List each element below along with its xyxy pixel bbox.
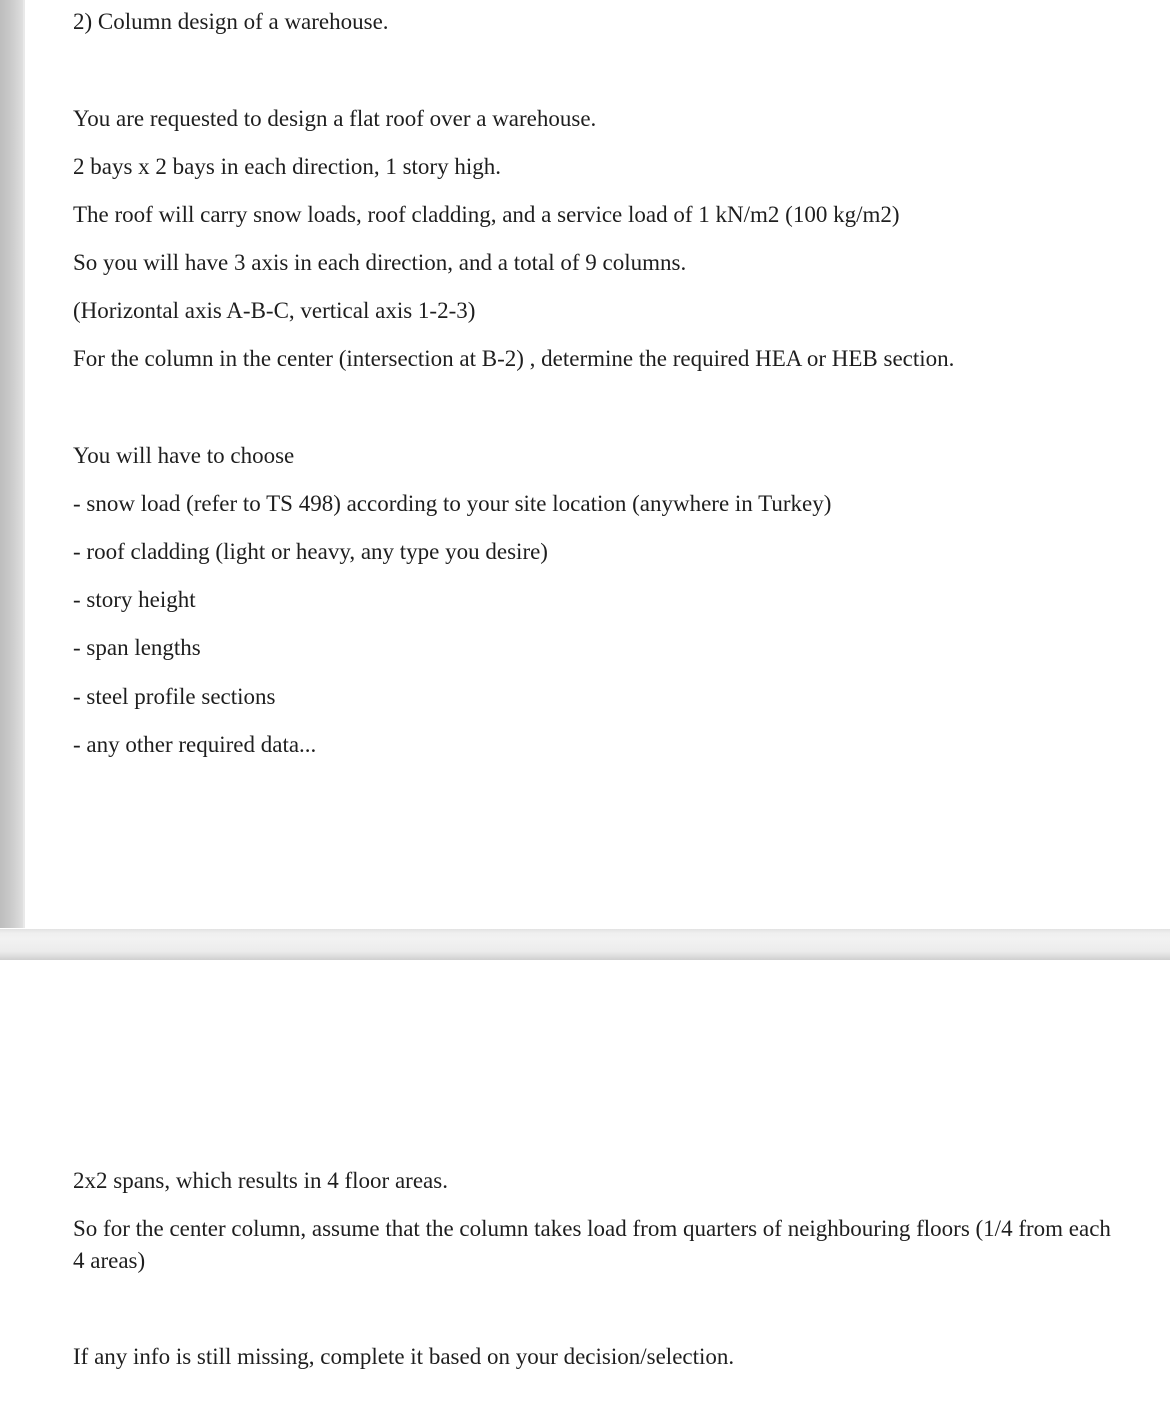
paragraph-task: For the column in the center (intersection at B-2) , determine the required HEA or HEB section. (73, 346, 955, 371)
choose-intro: You will have to choose (73, 443, 295, 468)
choice-item: - story height (73, 587, 196, 612)
choice-item: - steel profile sections (73, 684, 276, 709)
choice-item: - snow load (refer to TS 498) according to your site location (anywhere in Turkey) (73, 491, 832, 516)
page-divider (0, 929, 1170, 960)
paragraph-axes-names: (Horizontal axis A-B-C, vertical axis 1-2-3) (73, 298, 476, 323)
document-title: 2) Column design of a warehouse. (73, 9, 389, 34)
spans-note: 2x2 spans, which results in 4 floor areas. (73, 1168, 448, 1193)
paragraph-loads: The roof will carry snow loads, roof cladding, and a service load of 1 kN/m2 (100 kg/m2) (73, 202, 900, 227)
left-page-shadow (0, 0, 25, 928)
center-column-note: So for the center column, assume that the column takes load from quarters of neighbouring floors (1/4 from each 4 areas) (73, 1216, 1111, 1273)
paragraph-axes-count: So you will have 3 axis in each direction, and a total of 9 columns. (73, 250, 687, 275)
paragraph-request: You are requested to design a flat roof over a warehouse. (73, 106, 597, 131)
missing-info-note: If any info is still missing, complete it based on your decision/selection. (73, 1344, 735, 1369)
choice-item: - any other required data... (73, 732, 317, 757)
paragraph-bays: 2 bays x 2 bays in each direction, 1 story high. (73, 154, 501, 179)
choice-item: - roof cladding (light or heavy, any type you desire) (73, 539, 548, 564)
choice-item: - span lengths (73, 635, 201, 660)
